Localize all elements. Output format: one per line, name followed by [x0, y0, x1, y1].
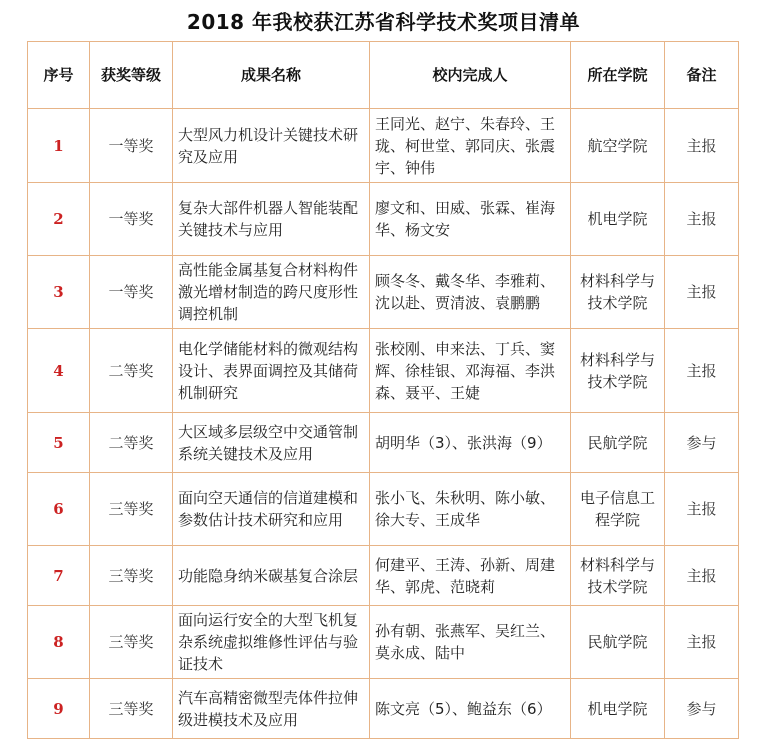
note-cell: 主报	[665, 473, 739, 546]
project-name: 汽车高精密微型壳体件拉伸级进模技术及应用	[173, 679, 370, 739]
header-level: 获奖等级	[90, 42, 173, 109]
team-members: 顾冬冬、戴冬华、李雅莉、沈以赴、贾清波、袁鹏鹏	[370, 256, 571, 329]
project-name: 高性能金属基复合材料构件激光增材制造的跨尺度形性调控机制	[173, 256, 370, 329]
college-name: 机电学院	[571, 183, 665, 256]
table-row	[28, 606, 739, 679]
note-cell: 主报	[665, 183, 739, 256]
team-members: 张小飞、朱秋明、陈小敏、徐大专、王成华	[370, 473, 571, 546]
college-name: 航空学院	[571, 109, 665, 183]
project-name: 复杂大部件机器人智能装配关键技术与应用	[173, 183, 370, 256]
table-row	[28, 329, 739, 413]
project-name: 面向空天通信的信道建模和参数估计技术研究和应用	[173, 473, 370, 546]
note-cell: 主报	[665, 256, 739, 329]
award-level: 一等奖	[90, 183, 173, 256]
team-members: 廖文和、田威、张霖、崔海华、杨文安	[370, 183, 571, 256]
row-number: 2	[28, 183, 90, 256]
row-number: 7	[28, 546, 90, 606]
row-number: 8	[28, 606, 90, 679]
college-name: 机电学院	[571, 679, 665, 739]
team-members: 张校刚、申来法、丁兵、窦辉、徐桂银、邓海福、李洪森、聂平、王婕	[370, 329, 571, 413]
row-number: 5	[28, 413, 90, 473]
project-name: 大型风力机设计关键技术研究及应用	[173, 109, 370, 183]
note-cell: 主报	[665, 546, 739, 606]
college-name: 材料科学与技术学院	[571, 546, 665, 606]
table-row	[28, 679, 739, 739]
table-row	[28, 473, 739, 546]
header-people: 校内完成人	[370, 42, 571, 109]
note-cell: 参与	[665, 679, 739, 739]
team-members: 孙有朝、张燕军、吴红兰、莫永成、陆中	[370, 606, 571, 679]
college-name: 民航学院	[571, 413, 665, 473]
award-level: 一等奖	[90, 256, 173, 329]
project-name: 面向运行安全的大型飞机复杂系统虚拟维修性评估与验证技术	[173, 606, 370, 679]
table-row	[28, 109, 739, 183]
team-members: 王同光、赵宁、朱春玲、王珑、柯世堂、郭同庆、张震宇、钟伟	[370, 109, 571, 183]
college-name: 民航学院	[571, 606, 665, 679]
table-row	[28, 183, 739, 256]
note-cell: 主报	[665, 329, 739, 413]
header-name: 成果名称	[173, 42, 370, 109]
table-row	[28, 546, 739, 606]
header-college: 所在学院	[571, 42, 665, 109]
table-row	[28, 256, 739, 329]
team-members: 陈文亮（5）、鲍益东（6）	[370, 679, 571, 739]
row-number: 3	[28, 256, 90, 329]
award-level: 二等奖	[90, 413, 173, 473]
college-name: 电子信息工程学院	[571, 473, 665, 546]
note-cell: 主报	[665, 109, 739, 183]
project-name: 功能隐身纳米碳基复合涂层	[173, 546, 370, 606]
row-number: 4	[28, 329, 90, 413]
award-level: 一等奖	[90, 109, 173, 183]
award-level: 三等奖	[90, 546, 173, 606]
award-level: 三等奖	[90, 473, 173, 546]
header-note: 备注	[665, 42, 739, 109]
header-row	[28, 42, 739, 109]
page-title: 2018 年我校获江苏省科学技术奖项目清单	[186, 10, 581, 34]
team-members: 胡明华（3）、张洪海（9）	[370, 413, 571, 473]
project-name: 电化学储能材料的微观结构设计、表界面调控及其储荷机制研究	[173, 329, 370, 413]
award-level: 三等奖	[90, 679, 173, 739]
table-row	[28, 413, 739, 473]
row-number: 1	[28, 109, 90, 183]
row-number: 9	[28, 679, 90, 739]
header-no: 序号	[28, 42, 90, 109]
project-name: 大区域多层级空中交通管制系统关键技术及应用	[173, 413, 370, 473]
note-cell: 参与	[665, 413, 739, 473]
award-level: 三等奖	[90, 606, 173, 679]
award-level: 二等奖	[90, 329, 173, 413]
award-table	[27, 41, 739, 739]
college-name: 材料科学与技术学院	[571, 256, 665, 329]
college-name: 材料科学与技术学院	[571, 329, 665, 413]
team-members: 何建平、王涛、孙新、周建华、郭虎、范晓莉	[370, 546, 571, 606]
row-number: 6	[28, 473, 90, 546]
note-cell: 主报	[665, 606, 739, 679]
